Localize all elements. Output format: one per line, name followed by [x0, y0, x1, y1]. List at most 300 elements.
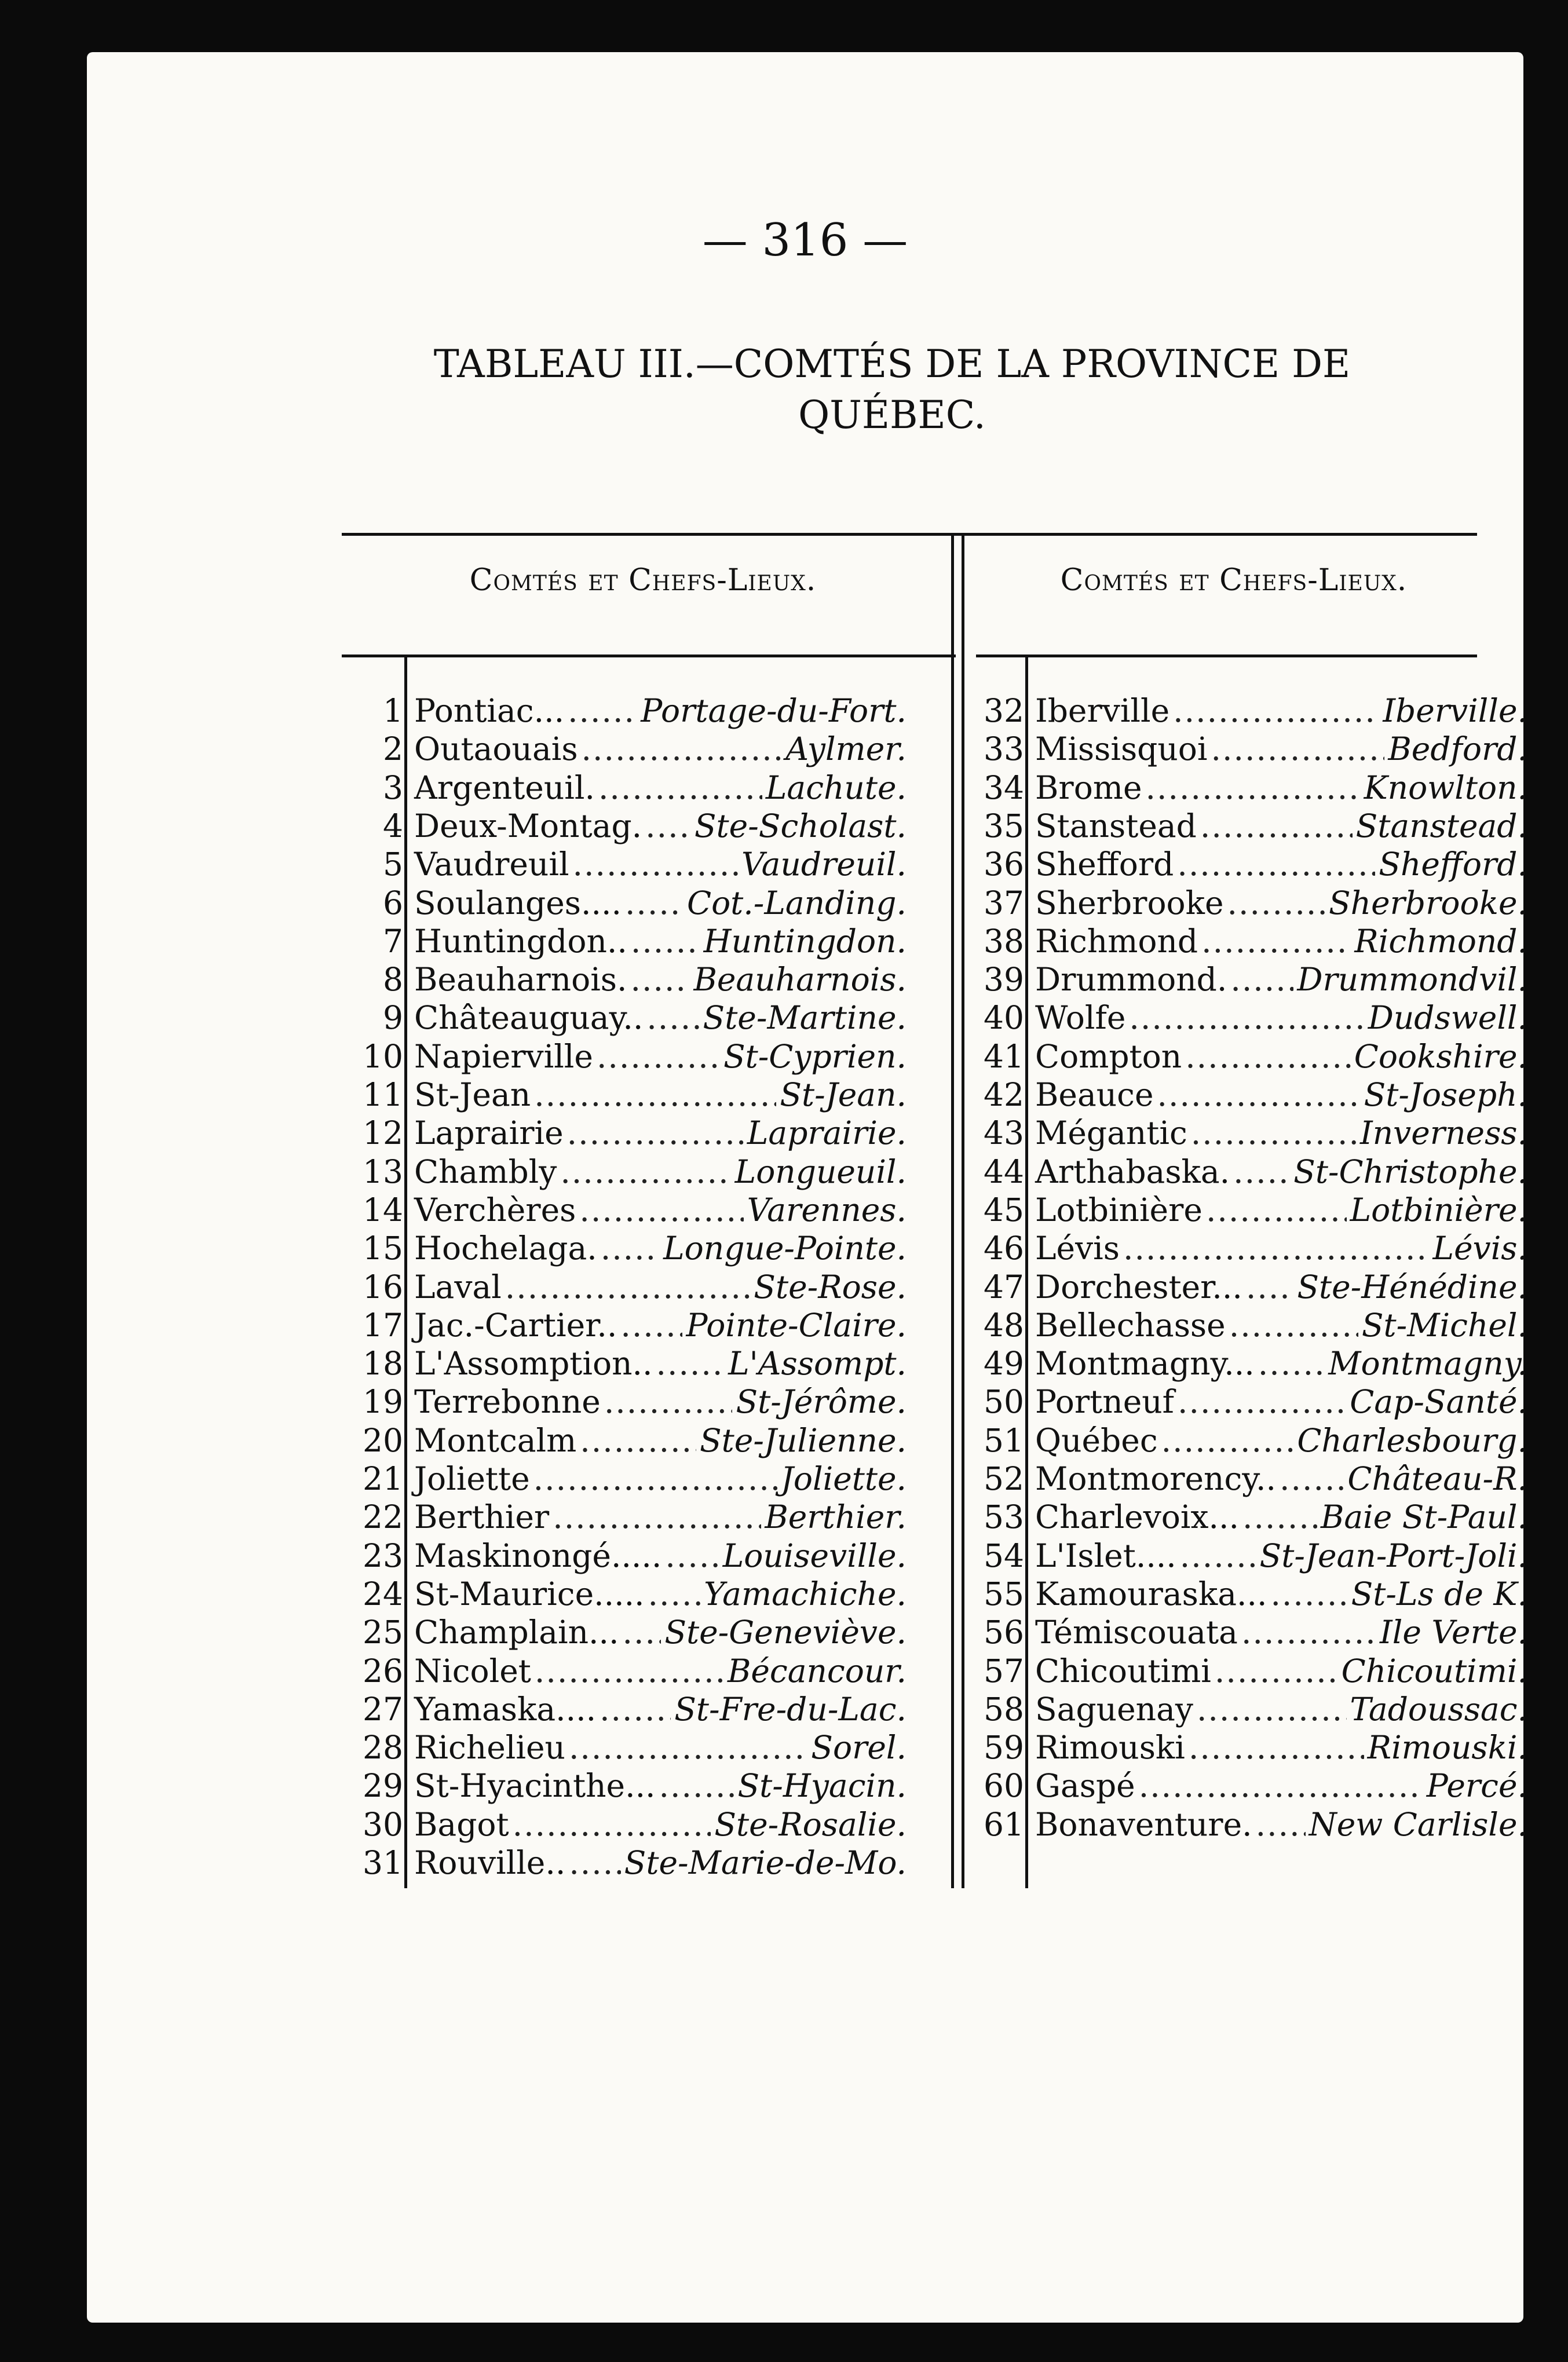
dot-leader — [569, 1844, 620, 1881]
row-number: 56 — [984, 1614, 1024, 1651]
county-name: Deux-Montag. — [414, 807, 642, 844]
row-number: 6 — [383, 884, 403, 922]
dot-leader — [560, 1153, 731, 1190]
row-number: 10 — [363, 1037, 403, 1075]
county-name: Bellechasse — [1035, 1306, 1226, 1344]
county-name: Missisquoi — [1035, 730, 1208, 768]
row-number: 48 — [984, 1306, 1024, 1344]
dot-leader — [573, 846, 738, 883]
chef-lieu-name: Bécancour. — [727, 1652, 907, 1690]
dot-leader — [1258, 1345, 1325, 1382]
county-name: Mégantic — [1035, 1114, 1187, 1152]
county-name: Hochelaga. — [414, 1230, 597, 1267]
county-name: Terrebonne — [414, 1383, 601, 1421]
county-name: Iberville — [1035, 692, 1170, 729]
row-number: 31 — [363, 1844, 403, 1881]
row-number: 4 — [383, 807, 403, 844]
row-number: 33 — [984, 730, 1024, 768]
chef-lieu-name: Lévis. — [1432, 1230, 1527, 1267]
row-number: 15 — [363, 1230, 403, 1267]
row-number: 8 — [383, 961, 403, 999]
row-number: 36 — [984, 846, 1024, 883]
row-number: 27 — [363, 1690, 403, 1728]
dot-leader — [625, 884, 684, 922]
county-name: Dorchester... — [1035, 1268, 1242, 1306]
row-number: 30 — [363, 1805, 403, 1843]
row-entry — [1035, 1614, 1527, 1651]
county-name: Drummond. — [1035, 961, 1227, 999]
chef-lieu-name: New Carlisle. — [1309, 1805, 1527, 1843]
chef-lieu-name: Montmagny. — [1328, 1345, 1527, 1383]
row-entry — [1035, 884, 1527, 922]
row-entry — [1035, 1076, 1527, 1113]
county-name: Kamouraska... — [1035, 1575, 1267, 1613]
chef-lieu-name: Longueuil. — [734, 1153, 907, 1190]
county-name: Soulanges.... — [414, 884, 622, 922]
row-entry — [414, 1038, 907, 1075]
county-name: Stanstead — [1035, 807, 1197, 844]
chef-lieu-name: Charlesbourg. — [1297, 1421, 1527, 1459]
row-number: 45 — [984, 1191, 1024, 1228]
row-entry — [414, 923, 907, 960]
column-divider-right — [962, 533, 964, 1888]
dot-leader — [631, 961, 690, 998]
chef-lieu-name: Sorel. — [811, 1729, 907, 1767]
row-number: 24 — [363, 1575, 403, 1613]
county-name: Laval — [414, 1268, 502, 1306]
header-rule-right — [976, 655, 1477, 657]
dot-leader — [1178, 1383, 1346, 1420]
chef-lieu-name: St-Jean-Port-Joli. — [1259, 1537, 1527, 1574]
dot-leader — [505, 1268, 751, 1306]
county-name: Gaspé — [1035, 1767, 1135, 1805]
row-entry — [1035, 1038, 1527, 1075]
county-name: L'Assomption.. — [414, 1345, 653, 1383]
chef-lieu-name: Vaudreuil. — [741, 846, 907, 883]
chef-lieu-name: Chicoutimi. — [1341, 1652, 1527, 1690]
chef-lieu-name: Baie St-Paul. — [1320, 1498, 1527, 1536]
county-name: Montmorency.. — [1035, 1460, 1277, 1497]
dot-leader — [1211, 730, 1385, 767]
row-entry — [1035, 1191, 1527, 1228]
chef-lieu-name: Iberville. — [1383, 692, 1527, 729]
county-name: Rouville.. — [414, 1844, 566, 1881]
dot-leader — [1256, 1806, 1306, 1843]
row-entry — [414, 1422, 907, 1459]
row-entry — [414, 1498, 907, 1535]
row-number: 55 — [984, 1575, 1024, 1613]
county-name: Bagot — [414, 1805, 509, 1843]
column-divider-left — [951, 533, 954, 1888]
row-number: 60 — [984, 1767, 1024, 1805]
row-number: 25 — [363, 1614, 403, 1651]
chef-lieu-name: Knowlton. — [1364, 769, 1527, 806]
chef-lieu-name: Sherbrooke. — [1328, 884, 1527, 922]
row-number: 19 — [363, 1383, 403, 1421]
row-number: 37 — [984, 884, 1024, 922]
row-number: 39 — [984, 961, 1024, 999]
dot-leader — [1206, 1191, 1347, 1228]
row-number: 13 — [363, 1153, 403, 1190]
county-name: Richelieu — [414, 1729, 565, 1767]
dot-leader — [659, 1767, 734, 1804]
chef-lieu-name: Beauharnois. — [693, 961, 907, 999]
dot-leader — [1242, 1498, 1317, 1535]
chef-lieu-name: Joliette. — [780, 1460, 907, 1497]
number-divider-right — [1025, 655, 1028, 1888]
dot-leader — [1139, 1767, 1423, 1804]
dot-leader — [1161, 1422, 1294, 1459]
row-number: 58 — [984, 1690, 1024, 1728]
row-entry — [1035, 846, 1527, 883]
row-entry — [414, 1076, 907, 1113]
county-name: Chambly — [414, 1153, 557, 1190]
top-rule — [342, 533, 1477, 536]
chef-lieu-name: Ste-Rose. — [754, 1268, 907, 1306]
county-name: Shefford — [1035, 846, 1174, 883]
chef-lieu-name: Huntingdon. — [703, 922, 907, 960]
row-entry — [414, 692, 907, 729]
row-number: 22 — [363, 1498, 403, 1536]
row-number: 49 — [984, 1345, 1024, 1383]
dot-leader — [620, 1307, 682, 1344]
chef-lieu-name: Château-R. — [1347, 1460, 1527, 1497]
row-number: 34 — [984, 769, 1024, 806]
chef-lieu-name: Cap-Santé. — [1350, 1383, 1527, 1421]
chef-lieu-name: Cookshire. — [1354, 1037, 1527, 1075]
county-name: Lévis — [1035, 1230, 1120, 1267]
county-name: Portneuf — [1035, 1383, 1175, 1421]
chef-lieu-name: Ste-Julienne. — [700, 1421, 907, 1459]
row-number: 7 — [383, 922, 403, 960]
row-entry — [414, 730, 907, 767]
dot-leader — [601, 1230, 660, 1267]
dot-leader — [513, 1806, 711, 1843]
dot-leader — [1200, 807, 1353, 844]
row-entry — [414, 1614, 907, 1651]
dot-leader — [1270, 1575, 1347, 1613]
chef-lieu-name: Rimouski. — [1367, 1729, 1527, 1767]
county-name: Lotbinière — [1035, 1191, 1203, 1228]
dot-leader — [1157, 1076, 1361, 1113]
dot-leader — [1177, 846, 1375, 883]
county-name: Napierville — [414, 1037, 593, 1075]
row-entry — [1035, 1114, 1527, 1151]
county-name: Beauce — [1035, 1076, 1154, 1113]
dot-leader — [656, 1345, 725, 1382]
chef-lieu-name: St-Jérôme. — [736, 1383, 907, 1421]
row-number: 50 — [984, 1383, 1024, 1421]
column-header-right: Comtés et Chefs-Lieux. — [1060, 563, 1408, 598]
dot-leader — [597, 1038, 720, 1075]
row-number: 14 — [363, 1191, 403, 1228]
row-number: 57 — [984, 1652, 1024, 1690]
county-name: Châteauguay.. — [414, 999, 644, 1037]
dot-leader — [665, 1537, 719, 1574]
row-entry — [1035, 1383, 1527, 1420]
county-name: Compton — [1035, 1037, 1182, 1075]
row-number: 2 — [383, 730, 403, 768]
row-entry — [1035, 1422, 1527, 1459]
chef-lieu-name: Yamachiche. — [704, 1575, 907, 1613]
header-rule-left — [342, 655, 956, 657]
row-entry — [414, 1729, 907, 1766]
chef-lieu-name: Berthier. — [765, 1498, 907, 1536]
number-divider-left — [404, 655, 407, 1888]
row-number: 53 — [984, 1498, 1024, 1536]
chef-lieu-name: Dudswell. — [1368, 999, 1527, 1037]
county-name: Berthier — [414, 1498, 550, 1536]
county-name: Montcalm — [414, 1421, 577, 1459]
row-entry — [1035, 1268, 1527, 1306]
column-header-left: Comtés et Chefs-Lieux. — [469, 563, 817, 598]
row-number: 44 — [984, 1153, 1024, 1190]
chef-lieu-name: Stanstead. — [1355, 807, 1527, 844]
title-line-2: QUÉBEC. — [798, 393, 986, 437]
chef-lieu-name: St-Cyprien. — [723, 1037, 907, 1075]
row-entry — [1035, 961, 1527, 998]
row-entry — [414, 1307, 907, 1344]
dot-leader — [567, 1114, 744, 1151]
chef-lieu-name: Lachute. — [765, 769, 907, 806]
county-name: Huntingdon.. — [414, 922, 627, 960]
county-name: Bonaventure. — [1035, 1805, 1252, 1843]
row-number: 3 — [383, 769, 403, 806]
county-name: Rimouski — [1035, 1729, 1185, 1767]
chef-lieu-name: Ste-Martine. — [703, 999, 907, 1037]
row-entry — [1035, 1652, 1527, 1690]
dot-leader — [580, 1422, 696, 1459]
row-entry — [414, 884, 907, 922]
chef-lieu-name: St-Christophe. — [1293, 1153, 1527, 1190]
dot-leader — [535, 1652, 724, 1690]
row-entry — [1035, 1806, 1527, 1843]
row-entry — [1035, 1691, 1527, 1728]
dot-leader — [1233, 1153, 1290, 1190]
row-entry — [414, 1844, 907, 1881]
row-number: 29 — [363, 1767, 403, 1805]
row-entry — [1035, 1537, 1527, 1574]
row-entry — [1035, 1230, 1527, 1267]
county-name: Laprairie — [414, 1114, 564, 1152]
county-name: Saguenay — [1035, 1690, 1193, 1728]
chef-lieu-name: Varennes. — [747, 1191, 907, 1228]
row-number: 40 — [984, 999, 1024, 1037]
row-number: 54 — [984, 1537, 1024, 1574]
dot-leader — [646, 999, 699, 1036]
row-number: 17 — [363, 1306, 403, 1344]
row-number: 59 — [984, 1729, 1024, 1767]
row-number: 9 — [383, 999, 403, 1037]
county-name: St-Hyacinthe... — [414, 1767, 656, 1805]
chef-lieu-name: St-Hyacin. — [737, 1767, 907, 1805]
dot-leader — [1201, 923, 1351, 960]
row-entry — [414, 846, 907, 883]
chef-lieu-name: Ste-Hénédine. — [1297, 1268, 1527, 1306]
chef-lieu-name: Ste-Scholast. — [694, 807, 907, 844]
county-name: St-Maurice..... — [414, 1575, 645, 1613]
county-name: Beauharnois. — [414, 961, 627, 999]
row-entry — [1035, 1460, 1527, 1497]
row-entry — [414, 1153, 907, 1190]
chef-lieu-name: L'Assompt. — [728, 1345, 907, 1383]
chef-lieu-name: St-Ls de K. — [1351, 1575, 1527, 1613]
row-entry — [1035, 1153, 1527, 1190]
row-entry — [414, 1767, 907, 1804]
chef-lieu-name: Laprairie. — [747, 1114, 907, 1152]
row-number: 38 — [984, 922, 1024, 960]
row-entry — [414, 1652, 907, 1690]
row-entry — [1035, 1307, 1527, 1344]
chef-lieu-name: Percé. — [1426, 1767, 1527, 1805]
county-name: Arthabaska. — [1035, 1153, 1230, 1190]
row-number: 1 — [383, 692, 403, 729]
row-entry — [1035, 1729, 1527, 1766]
dot-leader — [1180, 1537, 1256, 1574]
chef-lieu-name: Aylmer. — [785, 730, 907, 768]
row-entry — [414, 1575, 907, 1613]
row-entry — [1035, 1767, 1527, 1804]
chef-lieu-name: Ste-Marie-de-Mo. — [624, 1844, 907, 1881]
dot-leader — [1146, 769, 1361, 806]
chef-lieu-name: Cot.-Landing. — [686, 884, 907, 922]
row-entry — [1035, 1575, 1527, 1613]
row-entry — [414, 1230, 907, 1267]
row-entry — [414, 1383, 907, 1420]
dot-leader — [534, 1076, 776, 1113]
county-name: Québec — [1035, 1421, 1158, 1459]
row-number: 32 — [984, 692, 1024, 729]
dot-leader — [533, 1460, 777, 1497]
county-name: Montmagny... — [1035, 1345, 1255, 1383]
chef-lieu-name: Inverness. — [1360, 1114, 1527, 1152]
row-number: 26 — [363, 1652, 403, 1690]
county-name: Wolfe — [1035, 999, 1126, 1037]
chef-lieu-name: Portage-du-Fort. — [641, 692, 907, 729]
county-name: Verchères — [414, 1191, 576, 1228]
chef-lieu-name: Ile Verte. — [1380, 1614, 1527, 1651]
county-name: Outaouais — [414, 730, 578, 768]
county-name: Jac.-Cartier.. — [414, 1306, 617, 1344]
county-name: Argenteuil. — [414, 769, 595, 806]
chef-lieu-name: Lotbinière. — [1350, 1191, 1527, 1228]
row-entry — [1035, 807, 1527, 844]
chef-lieu-name: St-Fre-du-Lac. — [674, 1690, 907, 1728]
row-entry — [414, 1191, 907, 1228]
row-number: 52 — [984, 1460, 1024, 1497]
row-number: 20 — [363, 1421, 403, 1459]
row-entry — [414, 999, 907, 1036]
chef-lieu-name: Louiseville. — [722, 1537, 907, 1574]
county-name: Champlain... — [414, 1614, 619, 1651]
dot-leader — [1246, 1268, 1293, 1306]
county-name: Sherbrooke — [1035, 884, 1224, 922]
row-number: 47 — [984, 1268, 1024, 1306]
row-entry — [1035, 999, 1527, 1036]
dot-leader — [623, 1614, 661, 1651]
row-number: 5 — [383, 846, 403, 883]
row-entry — [414, 1345, 907, 1382]
title-line-1: TABLEAU III.—COMTÉS DE LA PROVINCE DE — [433, 342, 1351, 386]
county-name: Yamaska.... — [414, 1690, 597, 1728]
dot-leader — [1215, 1652, 1338, 1690]
dot-leader — [1280, 1460, 1344, 1497]
dot-leader — [1129, 999, 1364, 1036]
row-entry — [1035, 692, 1527, 729]
row-number: 42 — [984, 1076, 1024, 1113]
chef-lieu-name: St-Jean. — [780, 1076, 907, 1113]
dot-leader — [600, 1691, 671, 1728]
county-name: Brome — [1035, 769, 1142, 806]
dot-leader — [1197, 1691, 1347, 1728]
dot-leader — [631, 923, 700, 960]
row-entry — [414, 1268, 907, 1306]
county-name: L'Islet.... — [1035, 1537, 1176, 1574]
county-name: Charlevoix... — [1035, 1498, 1239, 1536]
dot-leader — [1227, 884, 1325, 922]
row-entry — [414, 769, 907, 806]
row-entry — [414, 1460, 907, 1497]
row-entry — [1035, 730, 1527, 767]
row-entry — [1035, 923, 1527, 960]
row-number: 35 — [984, 807, 1024, 844]
row-number: 12 — [363, 1114, 403, 1152]
dot-leader — [1173, 692, 1379, 729]
dot-leader — [598, 769, 762, 806]
row-entry — [414, 1537, 907, 1574]
chef-lieu-name: Ste-Rosalie. — [714, 1805, 907, 1843]
row-number: 16 — [363, 1268, 403, 1306]
row-number: 41 — [984, 1037, 1024, 1075]
dot-leader — [1229, 1307, 1358, 1344]
dot-leader — [553, 1498, 761, 1535]
county-name: Maskinongé..... — [414, 1537, 662, 1574]
row-number: 61 — [984, 1805, 1024, 1843]
chef-lieu-name: St-Michel. — [1361, 1306, 1527, 1344]
row-number: 23 — [363, 1537, 403, 1574]
row-entry — [414, 1691, 907, 1728]
row-number: 46 — [984, 1230, 1024, 1267]
page-number: — 316 — — [702, 214, 908, 266]
chef-lieu-name: Bedford. — [1388, 730, 1527, 768]
row-entry — [414, 961, 907, 998]
row-number: 28 — [363, 1729, 403, 1767]
county-name: Chicoutimi — [1035, 1652, 1211, 1690]
dot-leader — [1189, 1729, 1364, 1766]
row-number: 21 — [363, 1460, 403, 1497]
row-number: 18 — [363, 1345, 403, 1383]
row-number: 43 — [984, 1114, 1024, 1152]
dot-leader — [1191, 1114, 1357, 1151]
dot-leader — [1241, 1614, 1376, 1651]
row-entry — [1035, 1498, 1527, 1535]
county-name: Richmond — [1035, 922, 1198, 960]
chef-lieu-name: Longue-Pointe. — [663, 1230, 907, 1267]
row-entry — [1035, 769, 1527, 806]
county-name: Témiscouata — [1035, 1614, 1238, 1651]
chef-lieu-name: Richmond. — [1354, 922, 1527, 960]
row-number: 11 — [363, 1076, 403, 1113]
dot-leader — [579, 1191, 743, 1228]
dot-leader — [569, 1729, 807, 1766]
county-name: Nicolet — [414, 1652, 531, 1690]
dot-leader — [568, 692, 637, 729]
dot-leader — [1185, 1038, 1351, 1075]
dot-leader — [1123, 1230, 1430, 1267]
county-name: Joliette — [414, 1460, 530, 1497]
dot-leader — [604, 1383, 733, 1420]
row-entry — [414, 1114, 907, 1151]
